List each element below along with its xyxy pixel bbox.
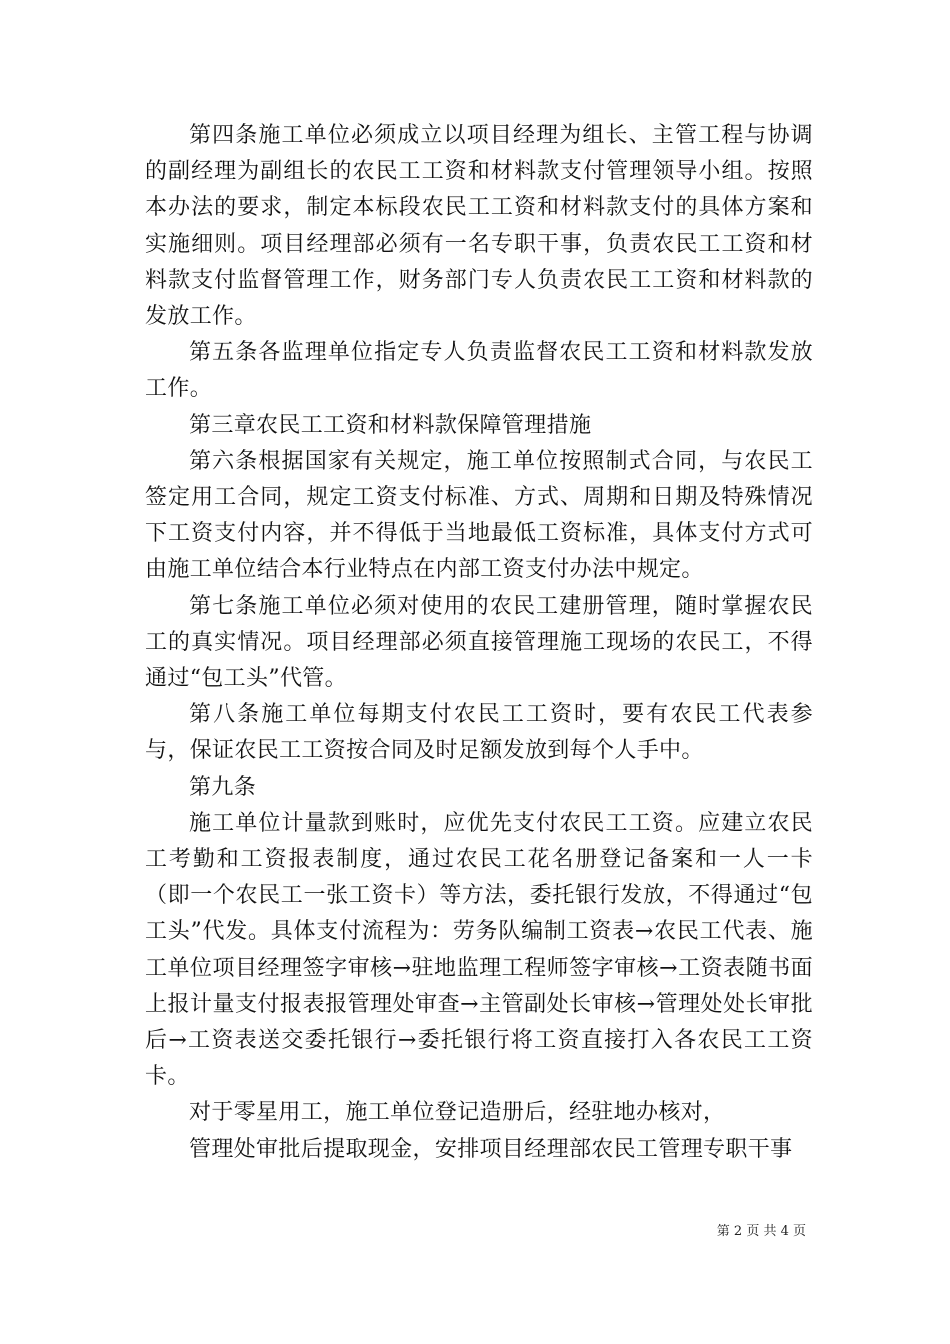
paragraph-article-7: 第七条施工单位必须对使用的农民工建册管理，随时掌握农民工的真实情况。项目经理部必须直接管理施工现场的农民工，不得通过“包工头”代管。	[145, 593, 813, 692]
paragraph-article-6: 第六条根据国家有关规定，施工单位按照制式合同，与农民工签定用工合同，规定工资支付标准、方式、周期和日期及特殊情况下工资支付内容，并不得低于当地最低工资标准，具体支付方式可由施工单位结合本行业特点在内部工资支付办法中规定。	[145, 448, 813, 583]
paragraph-cash-withdrawal: 管理处审批后提取现金，安排项目经理部农民工管理专职干事	[189, 1136, 793, 1162]
paragraph-article-8: 第八条施工单位每期支付农民工工资时，要有农民工代表参与，保证农民工工资按合同及时足额发放到每个人手中。	[145, 702, 813, 764]
page-number: 第 2 页 共 4 页	[716, 1224, 806, 1239]
chapter-heading: 第三章农民工工资和材料款保障管理措施	[189, 412, 592, 438]
paragraph-article-5: 第五条各监理单位指定专人负责监督农民工工资和材料款发放工作。	[145, 340, 813, 402]
paragraph-article-4: 第四条施工单位必须成立以项目经理为组长、主管工程与协调的副经理为副组长的农民工工资和材料款支付管理领导小组。按照本办法的要求，制定本标段农民工工资和材料款支付的具体方案和实施细则。项目经理部必须有一名专职干事，负责农民工工资和材料款支付监督管理工作，财务部门专人负责农民工工资和材料款的发放工作。	[145, 123, 813, 330]
document-body	[145, 118, 813, 1168]
paragraph-article-9-body: 施工单位计量款到账时，应优先支付农民工工资。应建立农民工考勤和工资报表制度，通过农民工花名册登记备案和一人一卡（即一个农民工一张工资卡）等方法，委托银行发放，不得通过“包工头”代发。具体支付流程为：劳务队编制工资表→农民工代表、施工单位项目经理签字审核→驻地监理工程师签字审核→工资表随书面上报计量支付报表报管理处审查→主管副处长审核→管理处处长审批后→工资表送交委托银行→委托银行将工资直接打入各农民工工资卡。	[145, 810, 813, 1090]
paragraph-article-9-heading: 第九条	[189, 774, 257, 800]
paragraph-casual-labor: 对于零星用工，施工单位登记造册后，经驻地办核对，	[189, 1100, 726, 1126]
